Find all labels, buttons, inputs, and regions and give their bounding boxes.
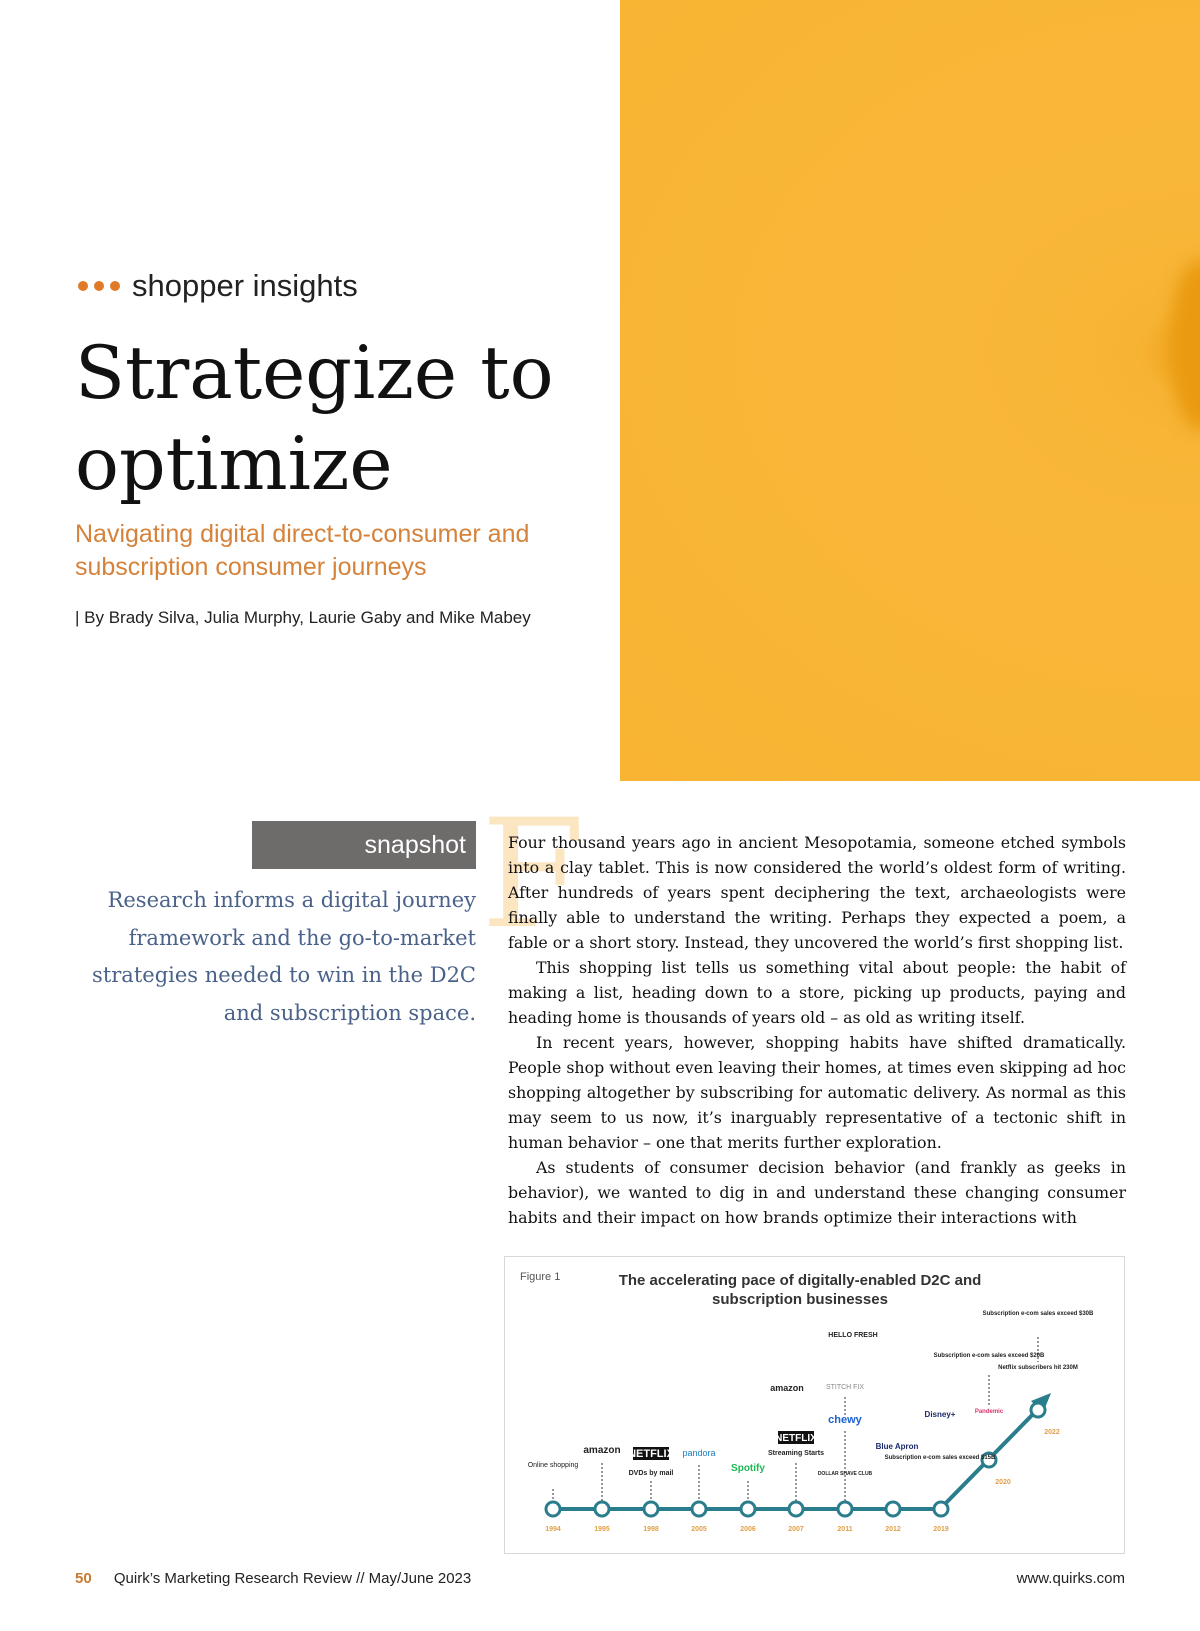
body-paragraph: As students of consumer decision behavior (and frankly as geeks in behavior), we wanted to dig in and understand these changing consumer habits and their impact on how brands optimize their interactions with: [508, 1158, 1126, 1227]
timeline-event: Online shopping: [527, 1462, 579, 1469]
timeline-event: STITCH FIX: [825, 1384, 865, 1391]
timeline-year: 2012: [885, 1526, 901, 1533]
timeline-node: [644, 1502, 658, 1516]
timeline-node: [595, 1502, 609, 1516]
figure-timeline: [504, 1256, 1125, 1554]
body-paragraph: This shopping list tells us something vital about people: the habit of making a list, heading down to a store, picking up products, paying and heading home is thousands of years old – as old as writing itself.: [508, 958, 1126, 1027]
timeline-event: amazon: [770, 1383, 804, 1393]
timeline-node: [692, 1502, 706, 1516]
figure-title: The accelerating pace of digitally-enabled D2C and subscription businesses: [618, 1272, 982, 1308]
timeline-event: Pandemic: [974, 1409, 1004, 1415]
timeline-year: 2022: [1044, 1429, 1060, 1436]
timeline-event: NETFLIX: [775, 1433, 817, 1444]
timeline-event: Disney+: [924, 1410, 956, 1419]
timeline-event: chewy: [828, 1414, 862, 1426]
body-paragraph: In recent years, however, shopping habits have shifted dramatically. People shop without even leaving their homes, at times even skipping ad hoc shopping altogether by subscribing for automatic delivery. As normal as this may seem to us now, it’s inarguably representative of a tectonic shift in human behavior – one that merits further exploration.: [508, 1033, 1126, 1152]
timeline-event: NETFLIX: [628, 1448, 674, 1460]
publication-name: Quirk’s Marketing Research Review // May/June 2023: [113, 1570, 472, 1587]
timeline-event: DOLLAR SHAVE CLUB: [817, 1471, 873, 1477]
timeline-node: [741, 1502, 755, 1516]
body-paragraph: Four thousand years ago in ancient Mesopotamia, someone etched symbols into a clay tablet. This is now considered the world’s oldest form of writing. After hundreds of years spent deciphering the text, archaeologists were finally able to understand the writing. Perhaps they expected a poem, a fable or a short story. Instead, they uncovered the world’s first shopping list.: [508, 833, 1126, 952]
timeline-event: Spotify: [731, 1463, 765, 1474]
timeline-event: Subscription e-com sales exceed $15B: [884, 1455, 996, 1461]
timeline-node: [838, 1502, 852, 1516]
timeline-year: 1995: [594, 1526, 610, 1533]
page-footer: [75, 1570, 1125, 1587]
title-line-1: Strategize to: [75, 331, 554, 416]
drop-cap: F: [481, 788, 586, 962]
snapshot-summary: Research informs a digital journey framework and the go-to-market strategies needed to win in the D2C and subscription space.: [92, 888, 476, 1025]
timeline-event: Blue Apron: [875, 1442, 919, 1451]
timeline-year: 1994: [545, 1526, 561, 1533]
timeline-year: 2011: [837, 1526, 853, 1533]
section-kicker: [78, 268, 358, 304]
timeline-event: Subscription e-com sales exceed $20B: [933, 1353, 1045, 1359]
timeline-node: [546, 1502, 560, 1516]
timeline-event: DVDs by mail: [628, 1470, 674, 1477]
timeline-event: pandora: [682, 1448, 716, 1458]
timeline-graphic: [505, 1257, 1125, 1553]
timeline-node: [1031, 1403, 1045, 1417]
article-title: [75, 328, 595, 510]
figure-label: Figure 1: [520, 1271, 561, 1283]
article-byline: | By Brady Silva, Julia Murphy, Laurie Gaby and Mike Mabey: [75, 608, 531, 627]
timeline-node: [886, 1502, 900, 1516]
page-number: 50: [75, 1570, 92, 1587]
timeline-node: [789, 1502, 803, 1516]
timeline-event: Streaming Starts: [767, 1450, 825, 1457]
timeline-event: HELLO FRESH: [828, 1332, 878, 1339]
timeline-event: Netflix subscribers hit 230M: [998, 1365, 1078, 1371]
site-url: www.quirks.com: [1016, 1570, 1125, 1587]
timeline-year: 2019: [933, 1526, 949, 1533]
timeline-event: amazon: [583, 1445, 621, 1456]
timeline-node: [934, 1502, 948, 1516]
kicker-dots-icon: [78, 281, 120, 291]
timeline-year: 2005: [691, 1526, 707, 1533]
timeline-year: 1998: [643, 1526, 659, 1533]
snapshot-label: snapshot: [252, 821, 476, 869]
title-line-2: optimize: [75, 422, 393, 507]
hero-photo: [620, 0, 1200, 781]
article-deck: Navigating digital direct-to-consumer and subscription consumer journeys: [75, 520, 530, 581]
section-label: shopper insights: [132, 268, 358, 303]
article-body: [508, 830, 1126, 1230]
timeline-year: 2007: [788, 1526, 804, 1533]
hero-photo-shape: [1170, 260, 1200, 430]
timeline-event: Subscription e-com sales exceed $30B: [982, 1311, 1094, 1317]
timeline-year: 2020: [995, 1479, 1011, 1486]
timeline-year: 2006: [740, 1526, 756, 1533]
